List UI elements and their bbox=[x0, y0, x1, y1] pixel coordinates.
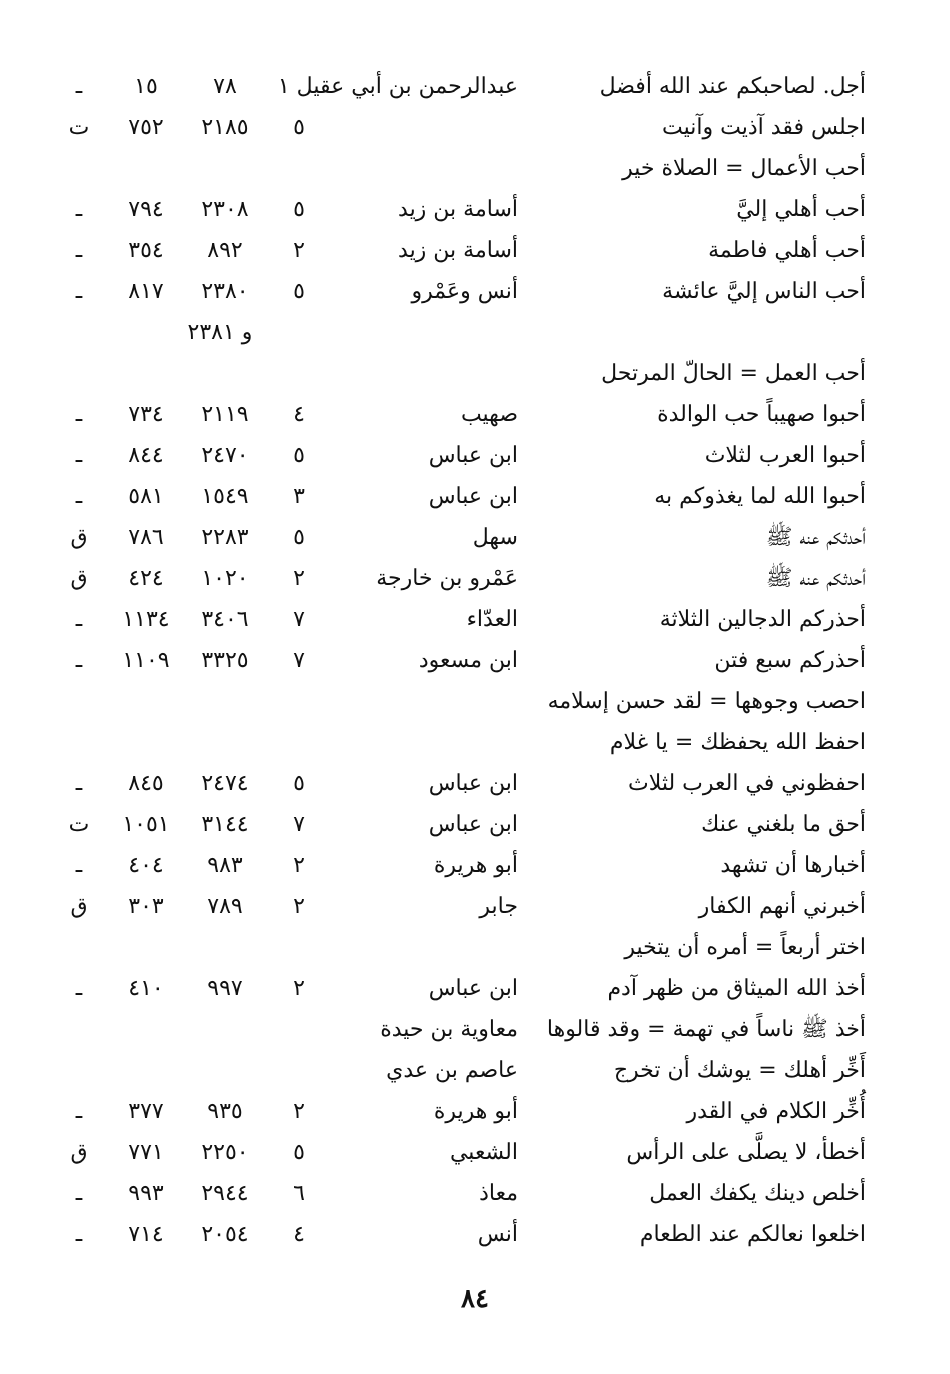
source-mark: ـ bbox=[75, 443, 83, 468]
hadith-phrase: أحبوا صهيباً حب الوالدة bbox=[657, 402, 866, 427]
narrator: أسامة بن زيد bbox=[398, 238, 518, 263]
narrator: أنس bbox=[477, 1222, 518, 1247]
volume-number: ٧ bbox=[293, 607, 305, 632]
hadith-phrase: أحب الأعمال = الصلاة خير bbox=[622, 156, 866, 181]
page-reference: ١١٣٤ bbox=[122, 607, 170, 632]
page-reference: ١٠٥١ bbox=[122, 812, 170, 837]
index-row bbox=[40, 681, 880, 722]
page-reference: ٧١٤ bbox=[128, 1222, 164, 1247]
narrator: أبو هريرة bbox=[433, 853, 518, 878]
hadith-phrase: أخذ الله الميثاق من ظهر آدم bbox=[607, 976, 866, 1001]
source-mark: ـ bbox=[75, 648, 83, 673]
page-reference: ١٥ bbox=[134, 74, 158, 99]
hadith-number: ٣٤٠٦ bbox=[201, 607, 249, 632]
source-mark: ـ bbox=[75, 607, 83, 632]
hadith-phrase: اجلس فقد آذيت وآنيت bbox=[662, 115, 866, 140]
hadith-number: ٢١٨٥ bbox=[201, 115, 249, 140]
hadith-phrase: أحب أهلي إليَّ bbox=[736, 197, 866, 222]
narrator: أسامة بن زيد bbox=[398, 197, 518, 222]
index-row bbox=[40, 927, 880, 968]
narrator: معاذ bbox=[479, 1181, 518, 1206]
index-row bbox=[40, 353, 880, 394]
source-mark: ـ bbox=[75, 279, 83, 304]
source-mark: ت bbox=[68, 812, 90, 837]
index-row bbox=[40, 1009, 880, 1050]
hadith-phrase: أخطأ، لا يصلَّى على الرأس bbox=[626, 1140, 866, 1165]
hadith-phrase: أحدثكم عنه ﷺ bbox=[765, 525, 866, 550]
volume-number: ٤ bbox=[293, 1222, 305, 1247]
index-row bbox=[40, 968, 880, 1009]
page-reference: ٧٧١ bbox=[128, 1140, 164, 1165]
page-reference: ٤٠٤ bbox=[128, 853, 164, 878]
narrator: أنس وعَمْرو bbox=[411, 279, 518, 304]
hadith-phrase: اخلعوا نعالكم عند الطعام bbox=[639, 1222, 866, 1247]
page-reference: ٨١٧ bbox=[128, 279, 164, 304]
hadith-number: ٩٣٥ bbox=[207, 1099, 243, 1124]
index-row bbox=[40, 271, 880, 312]
page-reference: ٤٢٤ bbox=[128, 566, 164, 591]
source-mark: ـ bbox=[75, 853, 83, 878]
volume-number: ٧ bbox=[293, 648, 305, 673]
volume-number: ٧ bbox=[293, 812, 305, 837]
page-reference: ٣٧٧ bbox=[128, 1099, 164, 1124]
volume-number: ٦ bbox=[293, 1181, 305, 1206]
narrator: الشعبي bbox=[449, 1140, 518, 1165]
hadith-phrase: أحب الناس إليَّ عائشة bbox=[662, 279, 866, 304]
volume-number: ٢ bbox=[293, 238, 305, 263]
page-reference: ٤١٠ bbox=[128, 976, 164, 1001]
hadith-phrase: أخبرني أنهم الكفار bbox=[698, 894, 866, 919]
hadith-phrase: أحذركم سبع فتن bbox=[714, 648, 866, 673]
source-mark: ق bbox=[70, 566, 88, 591]
index-row bbox=[40, 558, 880, 599]
index-row bbox=[40, 1132, 880, 1173]
hadith-number: ٢٠٥٤ bbox=[201, 1222, 249, 1247]
source-mark: ق bbox=[70, 1140, 88, 1165]
index-row bbox=[40, 107, 880, 148]
index-row bbox=[40, 722, 880, 763]
hadith-phrase: أحبوا العرب لثلاث bbox=[704, 443, 866, 468]
source-mark: ق bbox=[70, 894, 88, 919]
page-reference: ٧٥٢ bbox=[128, 115, 164, 140]
source-mark: ـ bbox=[75, 74, 83, 99]
hadith-phrase: أخبارها أن تشهد bbox=[720, 853, 866, 878]
narrator: أبو هريرة bbox=[433, 1099, 518, 1124]
volume-number: ٢ bbox=[293, 853, 305, 878]
volume-number: ٤ bbox=[293, 402, 305, 427]
hadith-phrase: أُخِّر الكلام في القدر bbox=[686, 1099, 866, 1124]
narrator: جابر bbox=[479, 894, 518, 919]
source-mark: ت bbox=[68, 115, 90, 140]
hadith-phrase: أحدثكم عنه ﷺ bbox=[765, 566, 866, 591]
volume-number: ٥ bbox=[293, 279, 305, 304]
index-row bbox=[40, 1214, 880, 1255]
source-mark: ـ bbox=[75, 976, 83, 1001]
volume-number: ٥ bbox=[293, 197, 305, 222]
hadith-number: ٣١٤٤ bbox=[201, 812, 249, 837]
volume-number: ٥ bbox=[293, 1140, 305, 1165]
narrator: ابن مسعود bbox=[418, 648, 518, 673]
hadith-phrase: أحب أهلي فاطمة bbox=[708, 238, 866, 263]
volume-number: ٢ bbox=[293, 976, 305, 1001]
narrator: ابن عباس bbox=[428, 812, 518, 837]
hadith-number: ٩٨٣ bbox=[207, 853, 243, 878]
hadith-phrase: احصب وجوهها = لقد حسن إسلامه bbox=[547, 689, 866, 714]
narrator: عَمْرو بن خارجة bbox=[376, 566, 518, 591]
narrator: صهيب bbox=[460, 402, 518, 427]
hadith-phrase: أحذركم الدجالين الثلاثة bbox=[659, 607, 866, 632]
hadith-phrase: أَخِّر أهلك = يوشك أن تخرج bbox=[613, 1058, 866, 1083]
index-row bbox=[40, 517, 880, 558]
index-row bbox=[40, 312, 880, 353]
hadith-number: ٢٢٨٣ bbox=[201, 525, 249, 550]
source-mark: ـ bbox=[75, 1181, 83, 1206]
page-reference: ١١٠٩ bbox=[122, 648, 170, 673]
narrator: ابن عباس bbox=[428, 484, 518, 509]
narrator: عاصم بن عدي bbox=[386, 1058, 518, 1083]
hadith-number: ٣٣٢٥ bbox=[201, 648, 249, 673]
narrator: ابن عباس bbox=[428, 443, 518, 468]
index-row bbox=[40, 189, 880, 230]
hadith-number: ١٠٢٠ bbox=[201, 566, 249, 591]
hadith-phrase: أخلص دينك يكفك العمل bbox=[649, 1181, 866, 1206]
hadith-number: ٢٣٨٠ bbox=[201, 279, 249, 304]
volume-number: ٥ bbox=[293, 443, 305, 468]
source-mark: ـ bbox=[75, 402, 83, 427]
page-reference: ٧٣٤ bbox=[128, 402, 164, 427]
page-number: ٨٤ bbox=[461, 1284, 489, 1314]
page-reference: ٣٠٣ bbox=[128, 894, 164, 919]
hadith-phrase: اختر أربعاً = أمره أن يتخير bbox=[624, 935, 866, 960]
page-reference: ٧٩٤ bbox=[128, 197, 164, 222]
index-row bbox=[40, 845, 880, 886]
index-row bbox=[40, 599, 880, 640]
page-reference: ٩٩٣ bbox=[128, 1181, 164, 1206]
volume-number: ٥ bbox=[293, 115, 305, 140]
volume-number: ٣ bbox=[293, 484, 305, 509]
hadith-phrase: أخذ ﷺ ناساً في تهمة = وقد قالوها bbox=[546, 1017, 866, 1042]
index-row bbox=[40, 1050, 880, 1091]
hadith-number: ٢٣٠٨ bbox=[201, 197, 249, 222]
index-row bbox=[40, 148, 880, 189]
volume-number: ٥ bbox=[293, 771, 305, 796]
index-row bbox=[40, 394, 880, 435]
index-row bbox=[40, 1091, 880, 1132]
hadith-number: ٧٨ bbox=[213, 74, 237, 99]
hadith-phrase: احفظوني في العرب لثلاث bbox=[627, 771, 866, 796]
hadith-number: ٧٨٩ bbox=[207, 894, 243, 919]
page-reference: ٥٨١ bbox=[128, 484, 164, 509]
hadith-phrase: أحبوا الله لما يغذوكم به bbox=[654, 484, 866, 509]
source-mark: ـ bbox=[75, 238, 83, 263]
source-mark: ـ bbox=[75, 1099, 83, 1124]
page-reference: ٨٤٤ bbox=[128, 443, 164, 468]
source-mark: ـ bbox=[75, 197, 83, 222]
hadith-number: ٨٩٢ bbox=[207, 238, 243, 263]
continuation-number: و ٢٣٨١ bbox=[187, 320, 253, 345]
narrator: معاوية بن حيدة bbox=[380, 1017, 518, 1042]
source-mark: ـ bbox=[75, 484, 83, 509]
index-row bbox=[40, 640, 880, 681]
narrator: العدّاء bbox=[466, 607, 518, 632]
hadith-phrase: أجل. لصاحبكم عند الله أفضل bbox=[599, 74, 866, 99]
index-row bbox=[40, 763, 880, 804]
page-reference: ٣٥٤ bbox=[128, 238, 164, 263]
hadith-number: ٢٢٥٠ bbox=[201, 1140, 249, 1165]
hadith-phrase: أحب العمل = الحالّ المرتحل bbox=[601, 361, 866, 386]
hadith-number: ٢٩٤٤ bbox=[201, 1181, 249, 1206]
index-table bbox=[40, 66, 880, 1255]
source-mark: ـ bbox=[75, 1222, 83, 1247]
hadith-number: ٢٤٧٤ bbox=[201, 771, 249, 796]
hadith-number: ١٥٤٩ bbox=[201, 484, 249, 509]
index-row bbox=[40, 1173, 880, 1214]
index-row bbox=[40, 886, 880, 927]
narrator: عبدالرحمن بن أبي عقيل ١ bbox=[277, 74, 518, 99]
hadith-phrase: أحق ما بلغني عنك bbox=[701, 812, 866, 837]
volume-number: ٢ bbox=[293, 566, 305, 591]
index-row bbox=[40, 66, 880, 107]
narrator: سهل bbox=[472, 525, 518, 550]
hadith-phrase: احفظ الله يحفظك = يا غلام bbox=[609, 730, 866, 755]
page-reference: ٨٤٥ bbox=[128, 771, 164, 796]
hadith-number: ٢٤٧٠ bbox=[201, 443, 249, 468]
narrator: ابن عباس bbox=[428, 976, 518, 1001]
volume-number: ٥ bbox=[293, 525, 305, 550]
narrator: ابن عباس bbox=[428, 771, 518, 796]
index-row bbox=[40, 804, 880, 845]
volume-number: ٢ bbox=[293, 894, 305, 919]
hadith-number: ٩٩٧ bbox=[207, 976, 243, 1001]
hadith-number: ٢١١٩ bbox=[201, 402, 249, 427]
index-row bbox=[40, 230, 880, 271]
source-mark: ق bbox=[70, 525, 88, 550]
page-reference: ٧٨٦ bbox=[128, 525, 164, 550]
index-row bbox=[40, 476, 880, 517]
source-mark: ـ bbox=[75, 771, 83, 796]
volume-number: ٢ bbox=[293, 1099, 305, 1124]
index-row bbox=[40, 435, 880, 476]
